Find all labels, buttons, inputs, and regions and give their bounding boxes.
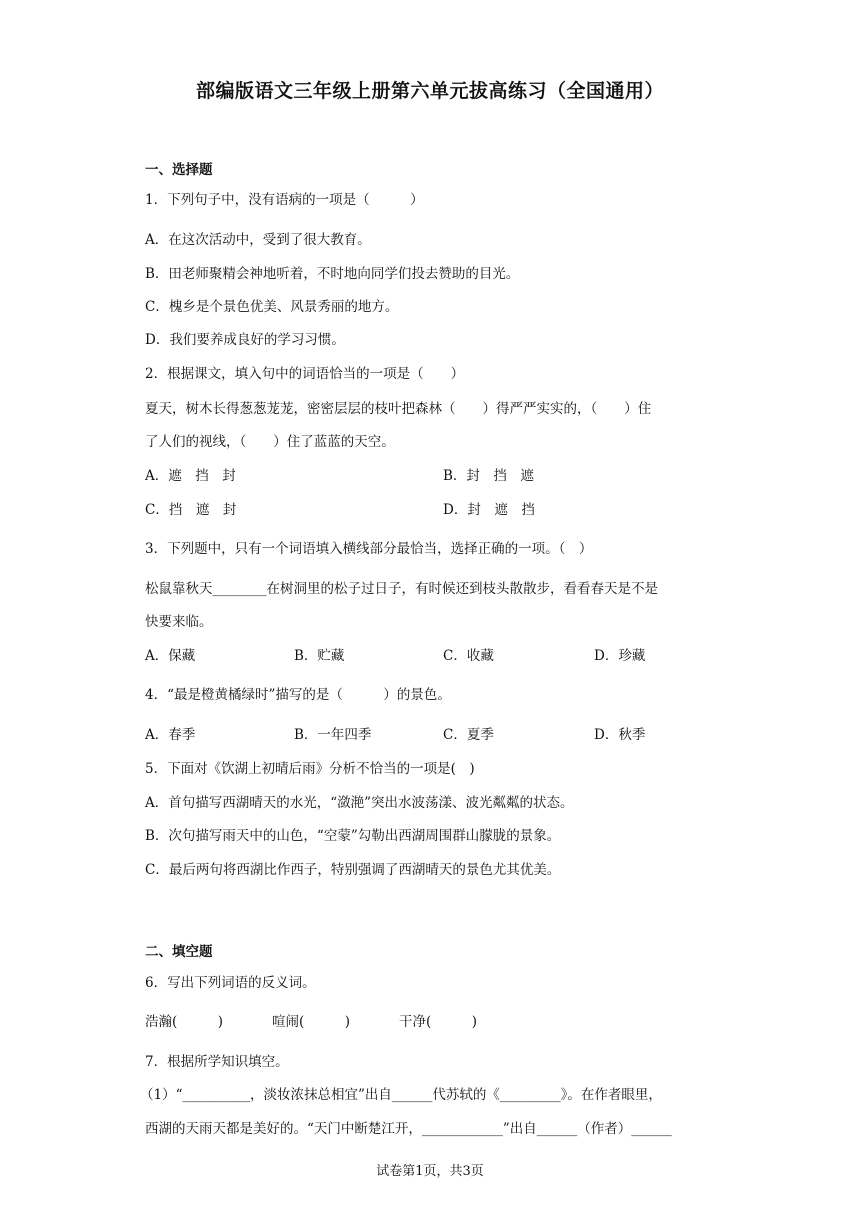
question-3-text-line-1: 松鼠靠秋天________在树洞里的松子过日子，有时候还到枝头散散步，看看春天是不是 xyxy=(145,581,658,597)
question-2-option-d: D．封 遮 挡 xyxy=(443,502,535,518)
question-7-stem: 7．根据所学知识填空。 xyxy=(145,1054,289,1070)
question-6-word-3: 干净( ) xyxy=(399,1014,478,1030)
page-footer: 试卷第1页，共3页 xyxy=(376,1164,484,1179)
section-header-choice: 一、选择题 xyxy=(145,162,213,178)
question-6-stem: 6．写出下列词语的反义词。 xyxy=(145,975,316,991)
question-4-stem: 4．“最是橙黄橘绿时”描写的是（ ）的景色。 xyxy=(145,687,451,703)
question-4-option-c: C．夏季 xyxy=(443,727,494,743)
question-1-option-c: C．槐乡是个景色优美、风景秀丽的地方。 xyxy=(145,299,399,315)
question-4-option-b: B．一年四季 xyxy=(294,727,372,743)
question-3-stem: 3．下列题中，只有一个词语填入横线部分最恰当，选择正确的一项。（ ） xyxy=(145,541,593,557)
question-3-option-b: B．贮藏 xyxy=(294,648,345,664)
question-5-option-c: C．最后两句将西湖比作西子，特别强调了西湖晴天的景色尤其优美。 xyxy=(145,862,561,878)
question-2-option-a: A．遮 挡 封 xyxy=(145,468,236,484)
question-2-option-c: C．挡 遮 封 xyxy=(145,502,237,518)
question-1-stem: 1．下列句子中，没有语病的一项是（ ） xyxy=(145,192,424,208)
question-2-text-line-2: 了人们的视线，（ ）住了蓝蓝的天空。 xyxy=(145,434,395,450)
question-4-option-a: A．春季 xyxy=(145,727,196,743)
question-6-word-2: 喧闹( ) xyxy=(272,1014,351,1030)
question-7-line-1: （1）“__________，淡妆浓抹总相宜”出自______代苏轼的《_________》。在作者眼里， xyxy=(140,1087,662,1103)
question-3-option-d: D．珍藏 xyxy=(594,648,646,664)
question-1-option-a: A．在这次活动中，受到了很大教育。 xyxy=(145,232,371,248)
question-5-option-a: A．首句描写西湖晴天的水光，“潋滟”突出水波荡漾、波光粼粼的状态。 xyxy=(145,795,574,811)
question-1-option-d: D．我们要养成良好的学习习惯。 xyxy=(145,332,345,348)
question-5-option-b: B．次句描写雨天中的山色，“空蒙”勾勒出西湖周围群山朦胧的景象。 xyxy=(145,828,561,844)
question-1-option-b: B．田老师聚精会神地听着，不时地向同学们投去赞助的目光。 xyxy=(145,266,520,282)
question-6-word-1: 浩瀚( ) xyxy=(145,1014,224,1030)
question-2-option-b: B．封 挡 遮 xyxy=(443,468,534,484)
question-3-option-c: C．收藏 xyxy=(443,648,494,664)
question-3-text-line-2: 快要来临。 xyxy=(145,614,213,630)
question-5-stem: 5．下面对《饮湖上初晴后雨》分析不恰当的一项是( ) xyxy=(145,761,475,777)
page-title: 部编版语文三年级上册第六单元拔高练习（全国通用） xyxy=(195,80,664,102)
question-7-line-2: 西湖的天雨天都是美好的。“天门中断楚江开，____________”出自______（作者）______ xyxy=(145,1121,672,1137)
question-3-option-a: A．保藏 xyxy=(145,648,196,664)
question-4-option-d: D．秋季 xyxy=(594,727,646,743)
section-header-fill: 二、填空题 xyxy=(145,944,213,960)
question-2-stem: 2．根据课文，填入句中的词语恰当的一项是（ ） xyxy=(145,366,465,382)
question-2-text-line-1: 夏天，树木长得葱葱茏茏，密密层层的枝叶把森林（ ）得严严实实的，（ ）住 xyxy=(145,401,652,417)
